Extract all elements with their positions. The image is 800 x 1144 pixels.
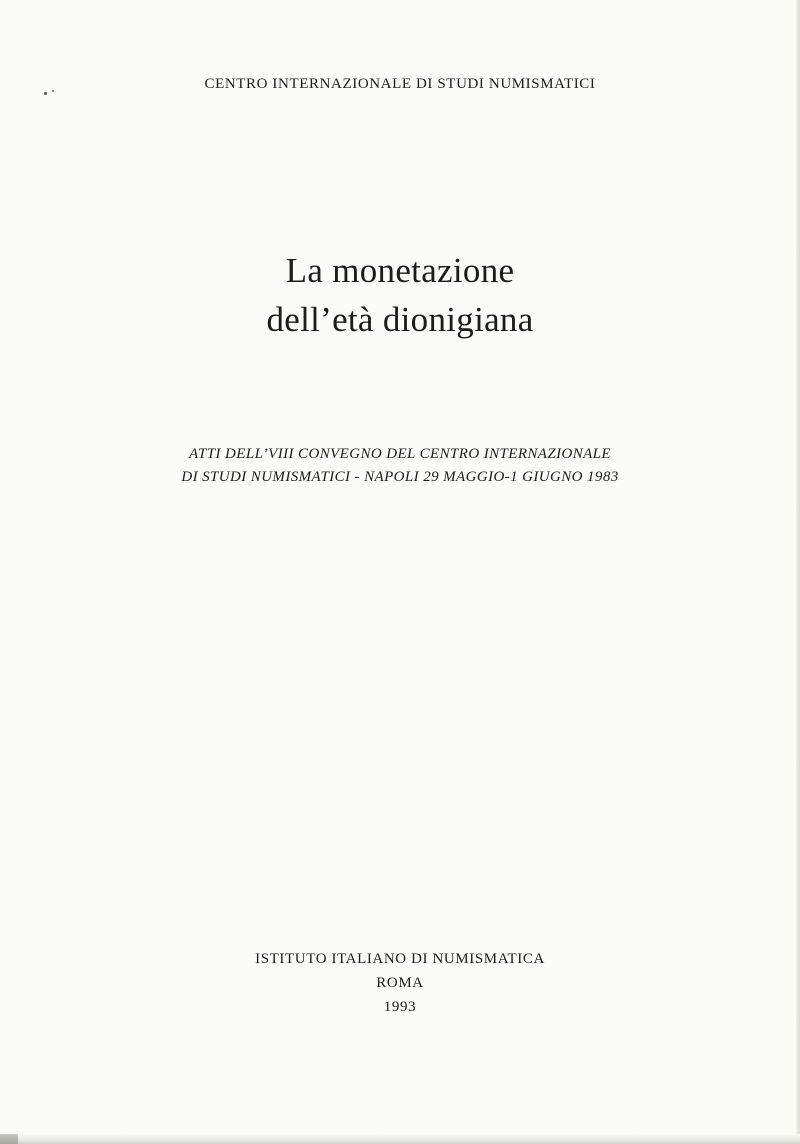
proceedings-subtitle bbox=[0, 443, 800, 489]
page-edge-right bbox=[796, 0, 800, 1144]
subtitle-line-1: ATTI DELL’VIII CONVEGNO DEL CENTRO INTERNAZIONALE bbox=[189, 446, 611, 462]
book-title bbox=[0, 246, 800, 344]
subtitle-line-2: DI STUDI NUMISMATICI - NAPOLI 29 MAGGIO-1 GIUGNO 1983 bbox=[181, 469, 619, 485]
book-title-line-1: La monetazione bbox=[285, 251, 515, 290]
page-edge-bottom bbox=[0, 1134, 800, 1144]
publisher-name: ISTITUTO ITALIANO DI NUMISMATICA bbox=[255, 951, 545, 967]
publisher-city: ROMA bbox=[376, 975, 424, 991]
book-title-line-2: dell’età dionigiana bbox=[266, 300, 534, 339]
page-corner-shadow bbox=[0, 1134, 18, 1144]
publisher-block bbox=[0, 947, 800, 1019]
publication-year: 1993 bbox=[383, 999, 417, 1015]
organization-header: CENTRO INTERNAZIONALE DI STUDI NUMISMATICI bbox=[204, 76, 596, 92]
